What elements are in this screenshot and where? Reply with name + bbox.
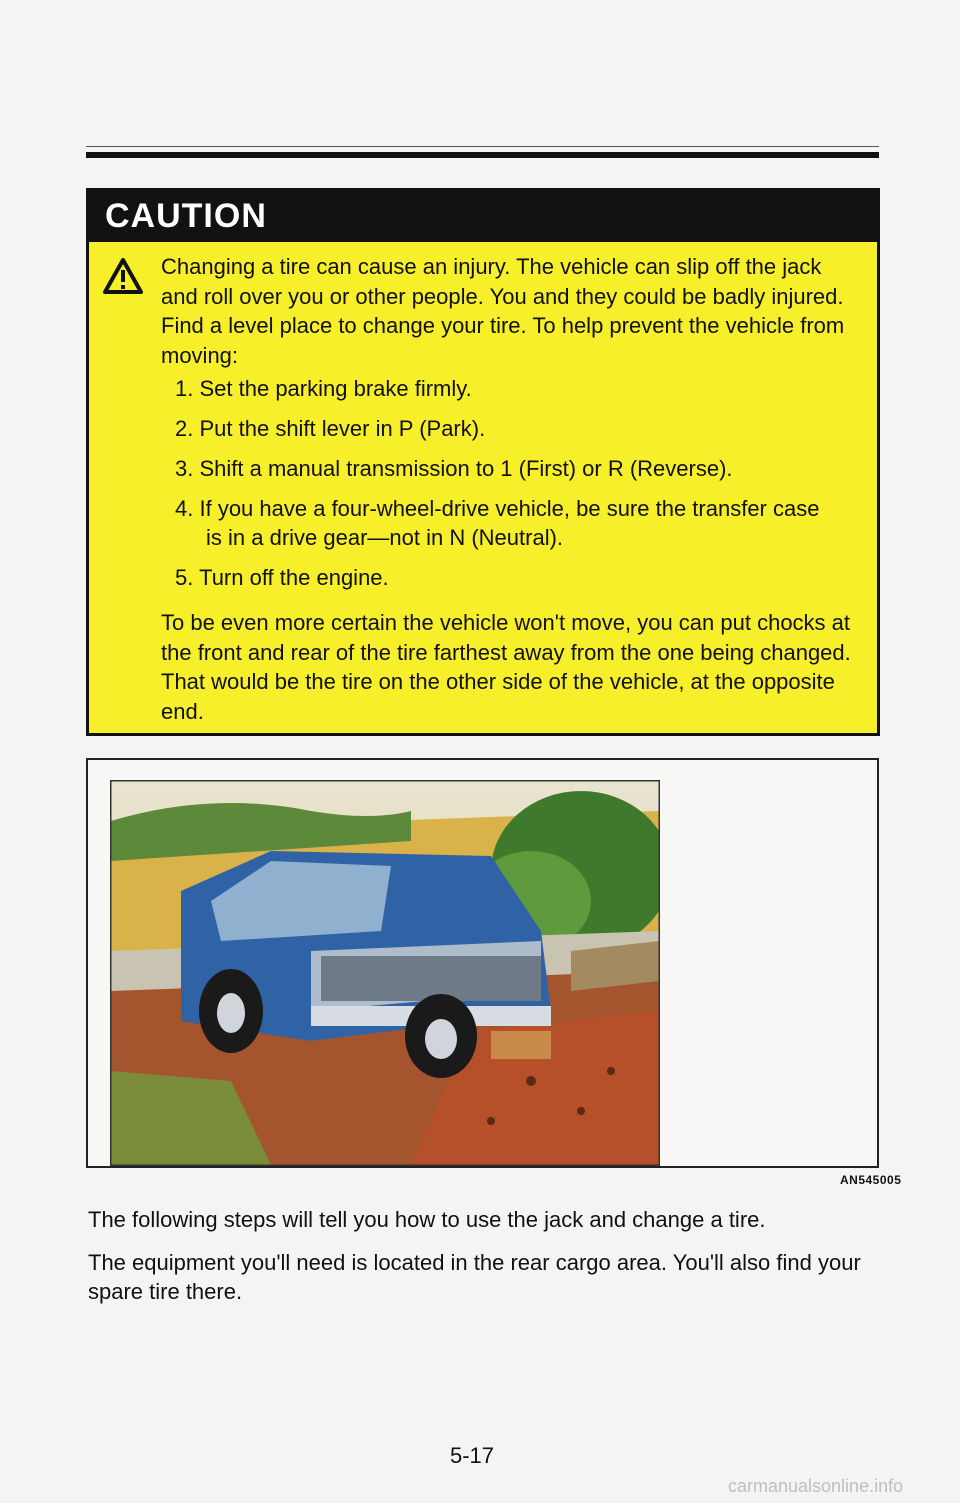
page-number: 5-17 [450,1443,495,1468]
vehicle-on-chocks-illustration [110,780,660,1166]
body-paragraph: The equipment you'll need is located in the rear cargo area. You'll also find your spare tire there. [88,1250,861,1304]
step-item: 3. Shift a manual transmission to 1 (First) or R (Reverse). [175,456,733,481]
caution-header: CAUTION [89,188,877,242]
watermark: carmanualsonline.info [728,1476,904,1496]
caution-steps [175,374,865,603]
caution-closing: To be even more certain the vehicle won't move, you can put chocks at the front and rear of the tire farthest away from the one being changed. That would be the tire on the other side of the vehicle, at the opposite end. [161,610,851,724]
top-thin-rule [86,146,879,147]
caution-intro: Changing a tire can cause an injury. The vehicle can slip off the jack and roll over you or other people. You and they could be badly injured. Find a level place to change your tire. To help prevent the vehicle from moving: [161,254,845,368]
caution-box [86,188,880,736]
body-paragraph: The following steps will tell you how to use the jack and change a tire. [88,1207,766,1232]
warning-triangle-icon [103,258,143,294]
top-rule [86,152,879,158]
step-item: 1. Set the parking brake firmly. [175,376,472,401]
step-item: 4. If you have a four-wheel-drive vehicle, be sure the transfer case is in a drive gear—not in N (Neutral). [175,496,820,550]
step-item: 2. Put the shift lever in P (Park). [175,416,486,441]
figure-code: AN545005 [840,1173,902,1187]
step-item: 5. Turn off the engine. [175,565,389,590]
figure-frame [86,758,879,1168]
